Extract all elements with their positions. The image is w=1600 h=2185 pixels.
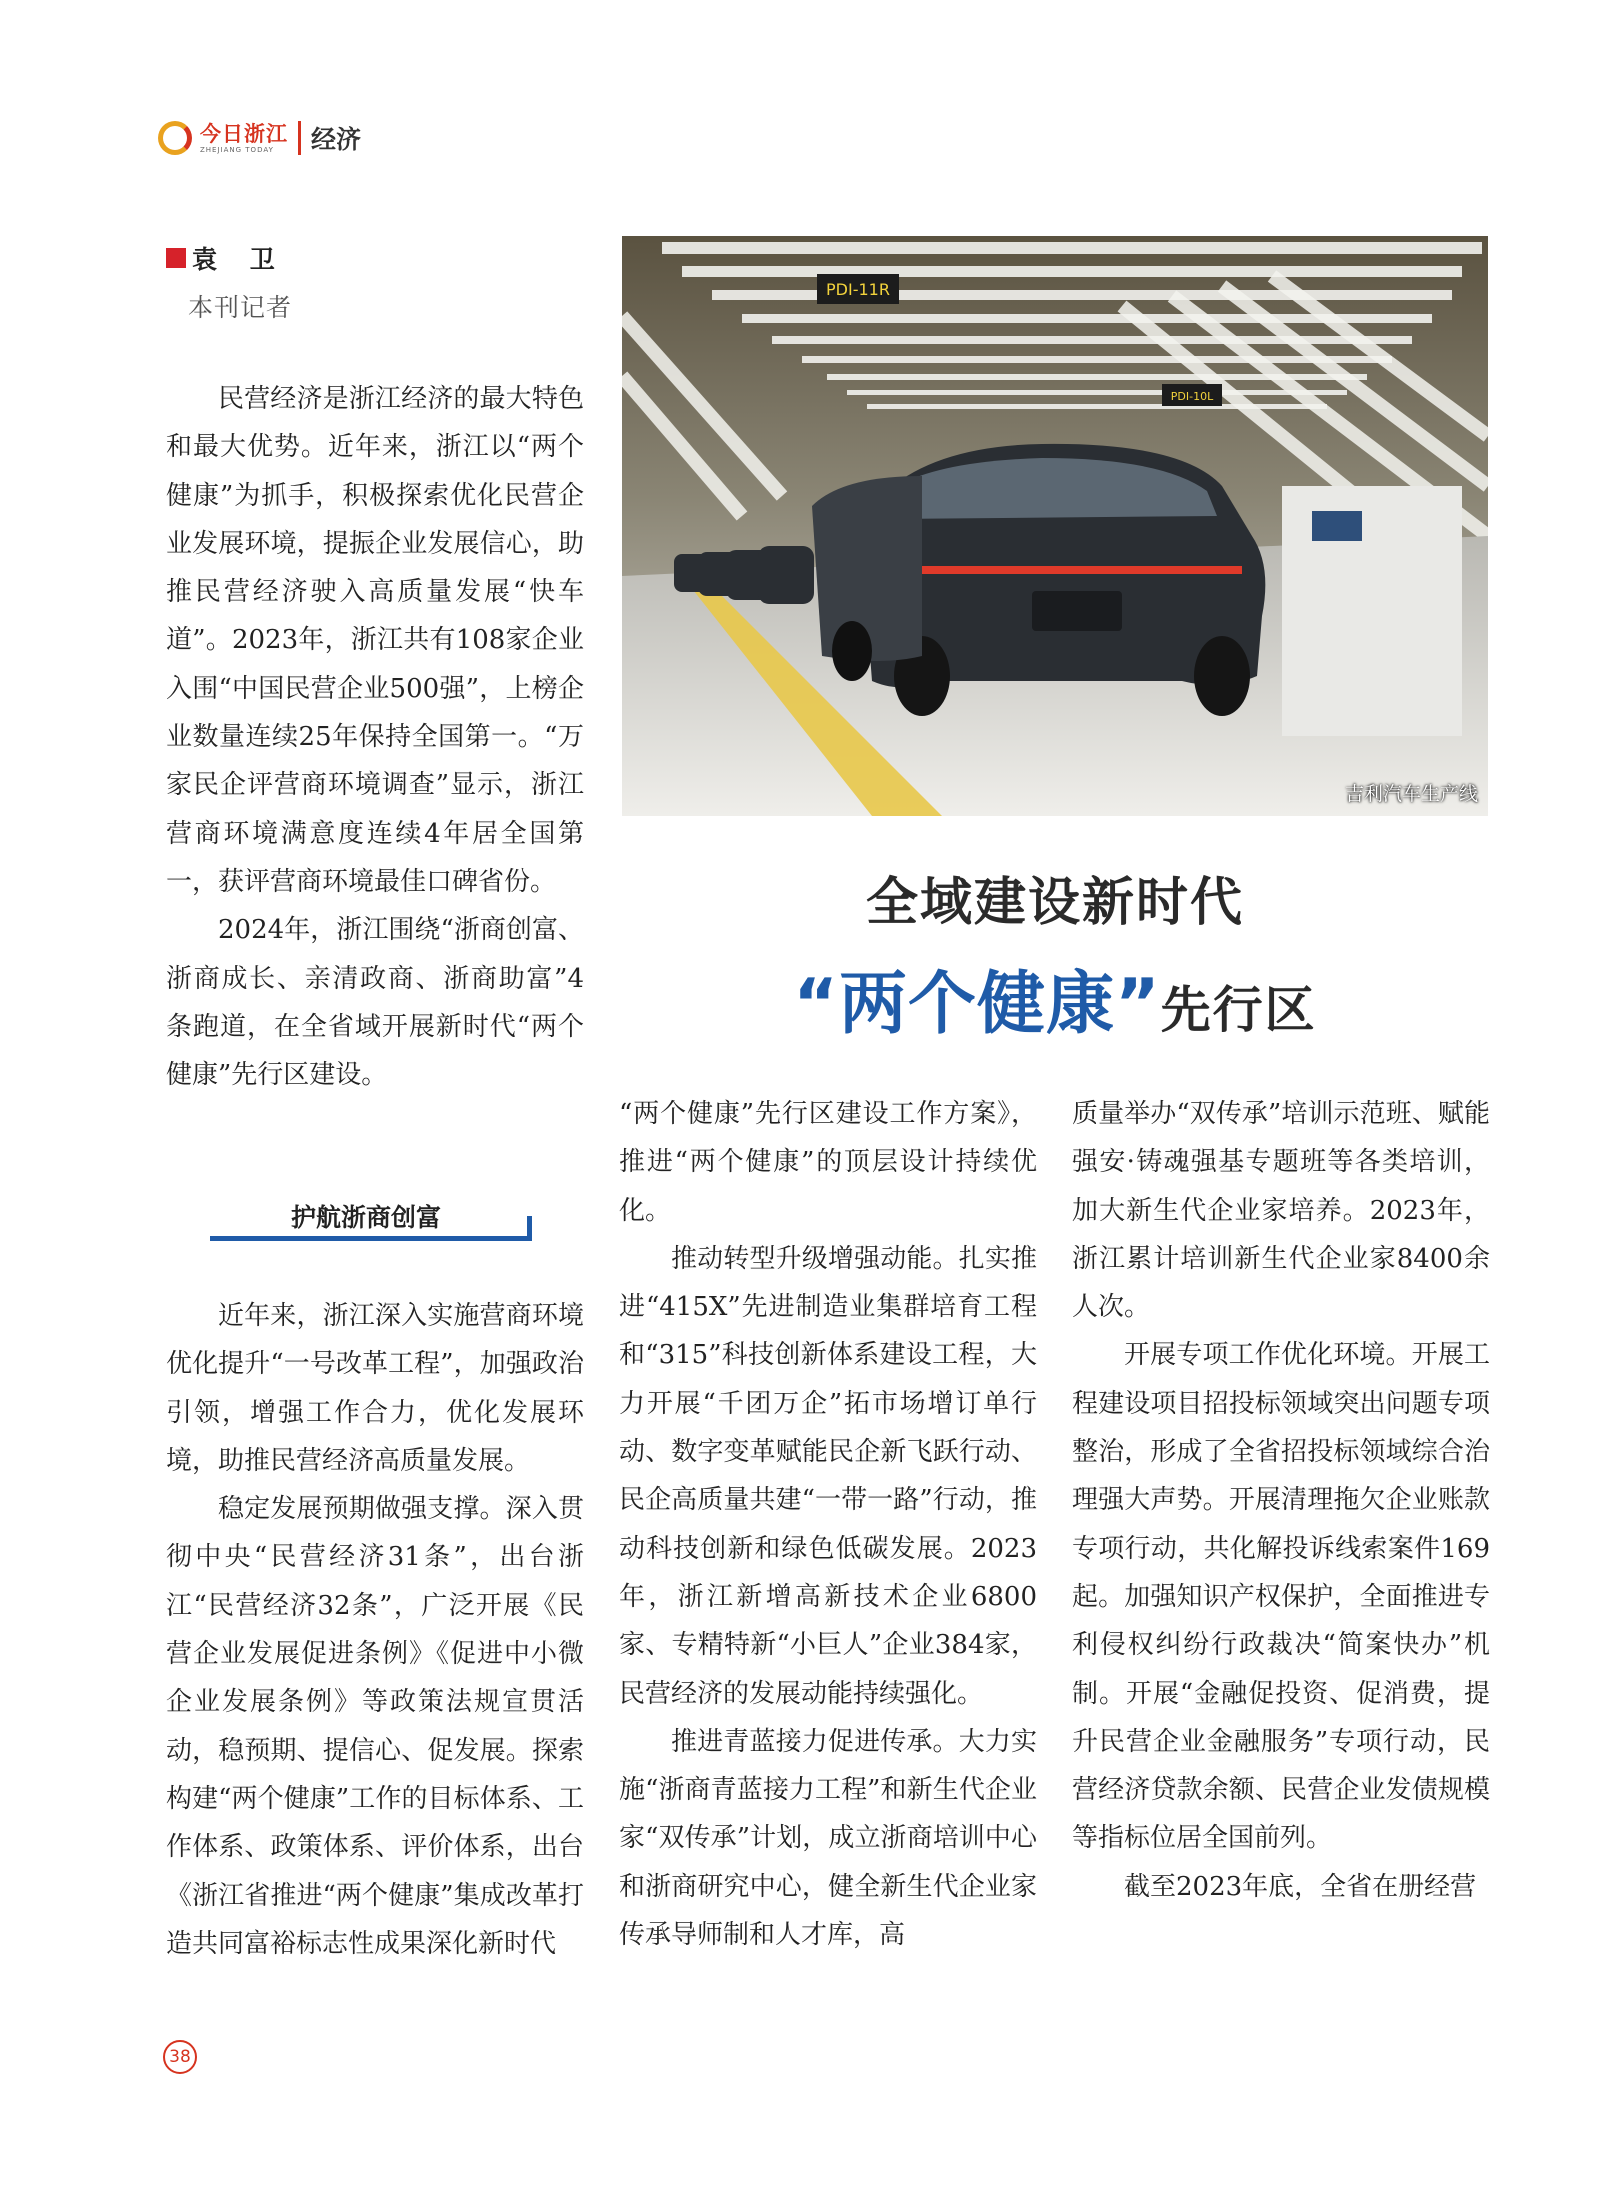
masthead: [158, 118, 361, 158]
column-2: [619, 1090, 1037, 1959]
section-name: 经济: [311, 125, 362, 154]
paragraph: 推动转型升级增强动能。扎实推进“415X”先进制造业集群培育工程和“315”科技创新体系建设工程，大力开展“千团万企”拓市场增订单行动、数字变革赋能民企新飞跃行动、民企高质量共建“一带一路”行动，推动科技创新和绿色低碳发展。2023年，浙江新增高新技术企业6800家、专精特新“小巨人”企业384家，民营经济的发展动能持续强化。: [619, 1243, 1037, 1709]
car-production-line-image: [622, 236, 1488, 816]
sign-pdi-11r: PDI-11R: [826, 280, 890, 299]
column-1-top: [166, 375, 584, 1099]
headline-line-2: [600, 950, 1510, 1047]
headline-highlight: “两个健康”: [793, 965, 1161, 1044]
byline: [166, 240, 292, 324]
subheading-bracket: [527, 1216, 532, 1241]
header-divider: [298, 121, 301, 155]
author-role: 本刊记者: [188, 293, 293, 322]
logo-english: ZHEJIANG TODAY: [200, 145, 274, 154]
sign-pdi-10l: PDI-10L: [1170, 390, 1214, 403]
logo: [200, 120, 288, 154]
logo-icon: [158, 121, 192, 155]
subheading-text: 护航浙商创富: [290, 1203, 441, 1232]
photo-caption: 吉利汽车生产线: [1344, 783, 1478, 805]
paragraph: 民营经济是浙江经济的最大特色和最大优势。近年来，浙江以“两个健康”为抓手，积极探索优化民营企业发展环境，提振企业发展信心，助推民营经济驶入高质量发展“快车道”。2023年，浙江共有108家企业入围“中国民营企业500强”，上榜企业数量连续25年保持全国第一。“万家民企评营商环境调查”显示，浙江营商环境满意度连续4年居全国第一，获评营商环境最佳口碑省份。: [166, 384, 584, 897]
paragraph: 2024年，浙江围绕“浙商创富、浙商成长、亲清政商、浙商助富”4条跑道，在全省域开展新时代“两个健康”先行区建设。: [166, 915, 584, 1091]
page-number: 38: [163, 2040, 197, 2074]
author: [166, 240, 292, 276]
headline-rest: 先行区: [1160, 981, 1317, 1039]
paragraph: “两个健康”先行区建设工作方案》，推进“两个健康”的顶层设计持续优化。: [619, 1099, 1037, 1226]
factory-photo: [622, 236, 1488, 816]
paragraph: 开展专项工作优化环境。开展工程建设项目招投标领域突出问题专项整治，形成了全省招投标领域综合治理强大声势。开展清理拖欠企业账款专项行动，共化解投诉线索案件169起。加强知识产权保护，全面推进专利侵权纠纷行政裁决“简案快办”机制。开展“金融促投资、促消费，提升民营企业金融服务”专项行动，民营经济贷款余额、民营企业发债规模等指标位居全国前列。: [1072, 1340, 1490, 1854]
paragraph: 截至2023年底，全省在册经营: [1124, 1871, 1477, 1902]
paragraph: 稳定发展预期做强支撑。深入贯彻中央“民营经济31条”，出台浙江“民营经济32条”，广泛开展《民营企业发展促进条例》《促进中小微企业发展条例》等政策法规宣贯活动，稳预期、提信心、促发展。探索构建“两个健康”工作的目标体系、工作体系、政策体系、评价体系，出台《浙江省推进“两个健康”集成改革打造共同富裕标志性成果深化新时代: [166, 1494, 584, 1959]
section-subheading: [210, 1196, 532, 1246]
logo-chinese: 今日浙江: [200, 120, 288, 146]
headline-line-1: 全域建设新时代: [865, 873, 1244, 933]
subheading-underline: [210, 1236, 532, 1241]
column-1-bottom: [166, 1292, 584, 1968]
paragraph: 近年来，浙江深入实施营商环境优化提升“一号改革工程”，加强政治引领，增强工作合力，优化发展环境，助推民营经济高质量发展。: [166, 1301, 584, 1476]
red-square-icon: [166, 248, 186, 268]
author-name: 袁 卫: [192, 245, 287, 274]
paragraph: 推进青蓝接力促进传承。大力实施“浙商青蓝接力工程”和新生代企业家“双传承”计划，成立浙商培训中心和浙商研究中心，健全新生代企业家传承导师制和人才库，高: [619, 1726, 1037, 1951]
paragraph: 质量举办“双传承”培训示范班、赋能强安·铸魂强基专题班等各类培训，加大新生代企业家培养。2023年，浙江累计培训新生代企业家8400余人次。: [1072, 1099, 1490, 1323]
column-3: [1072, 1090, 1490, 1911]
